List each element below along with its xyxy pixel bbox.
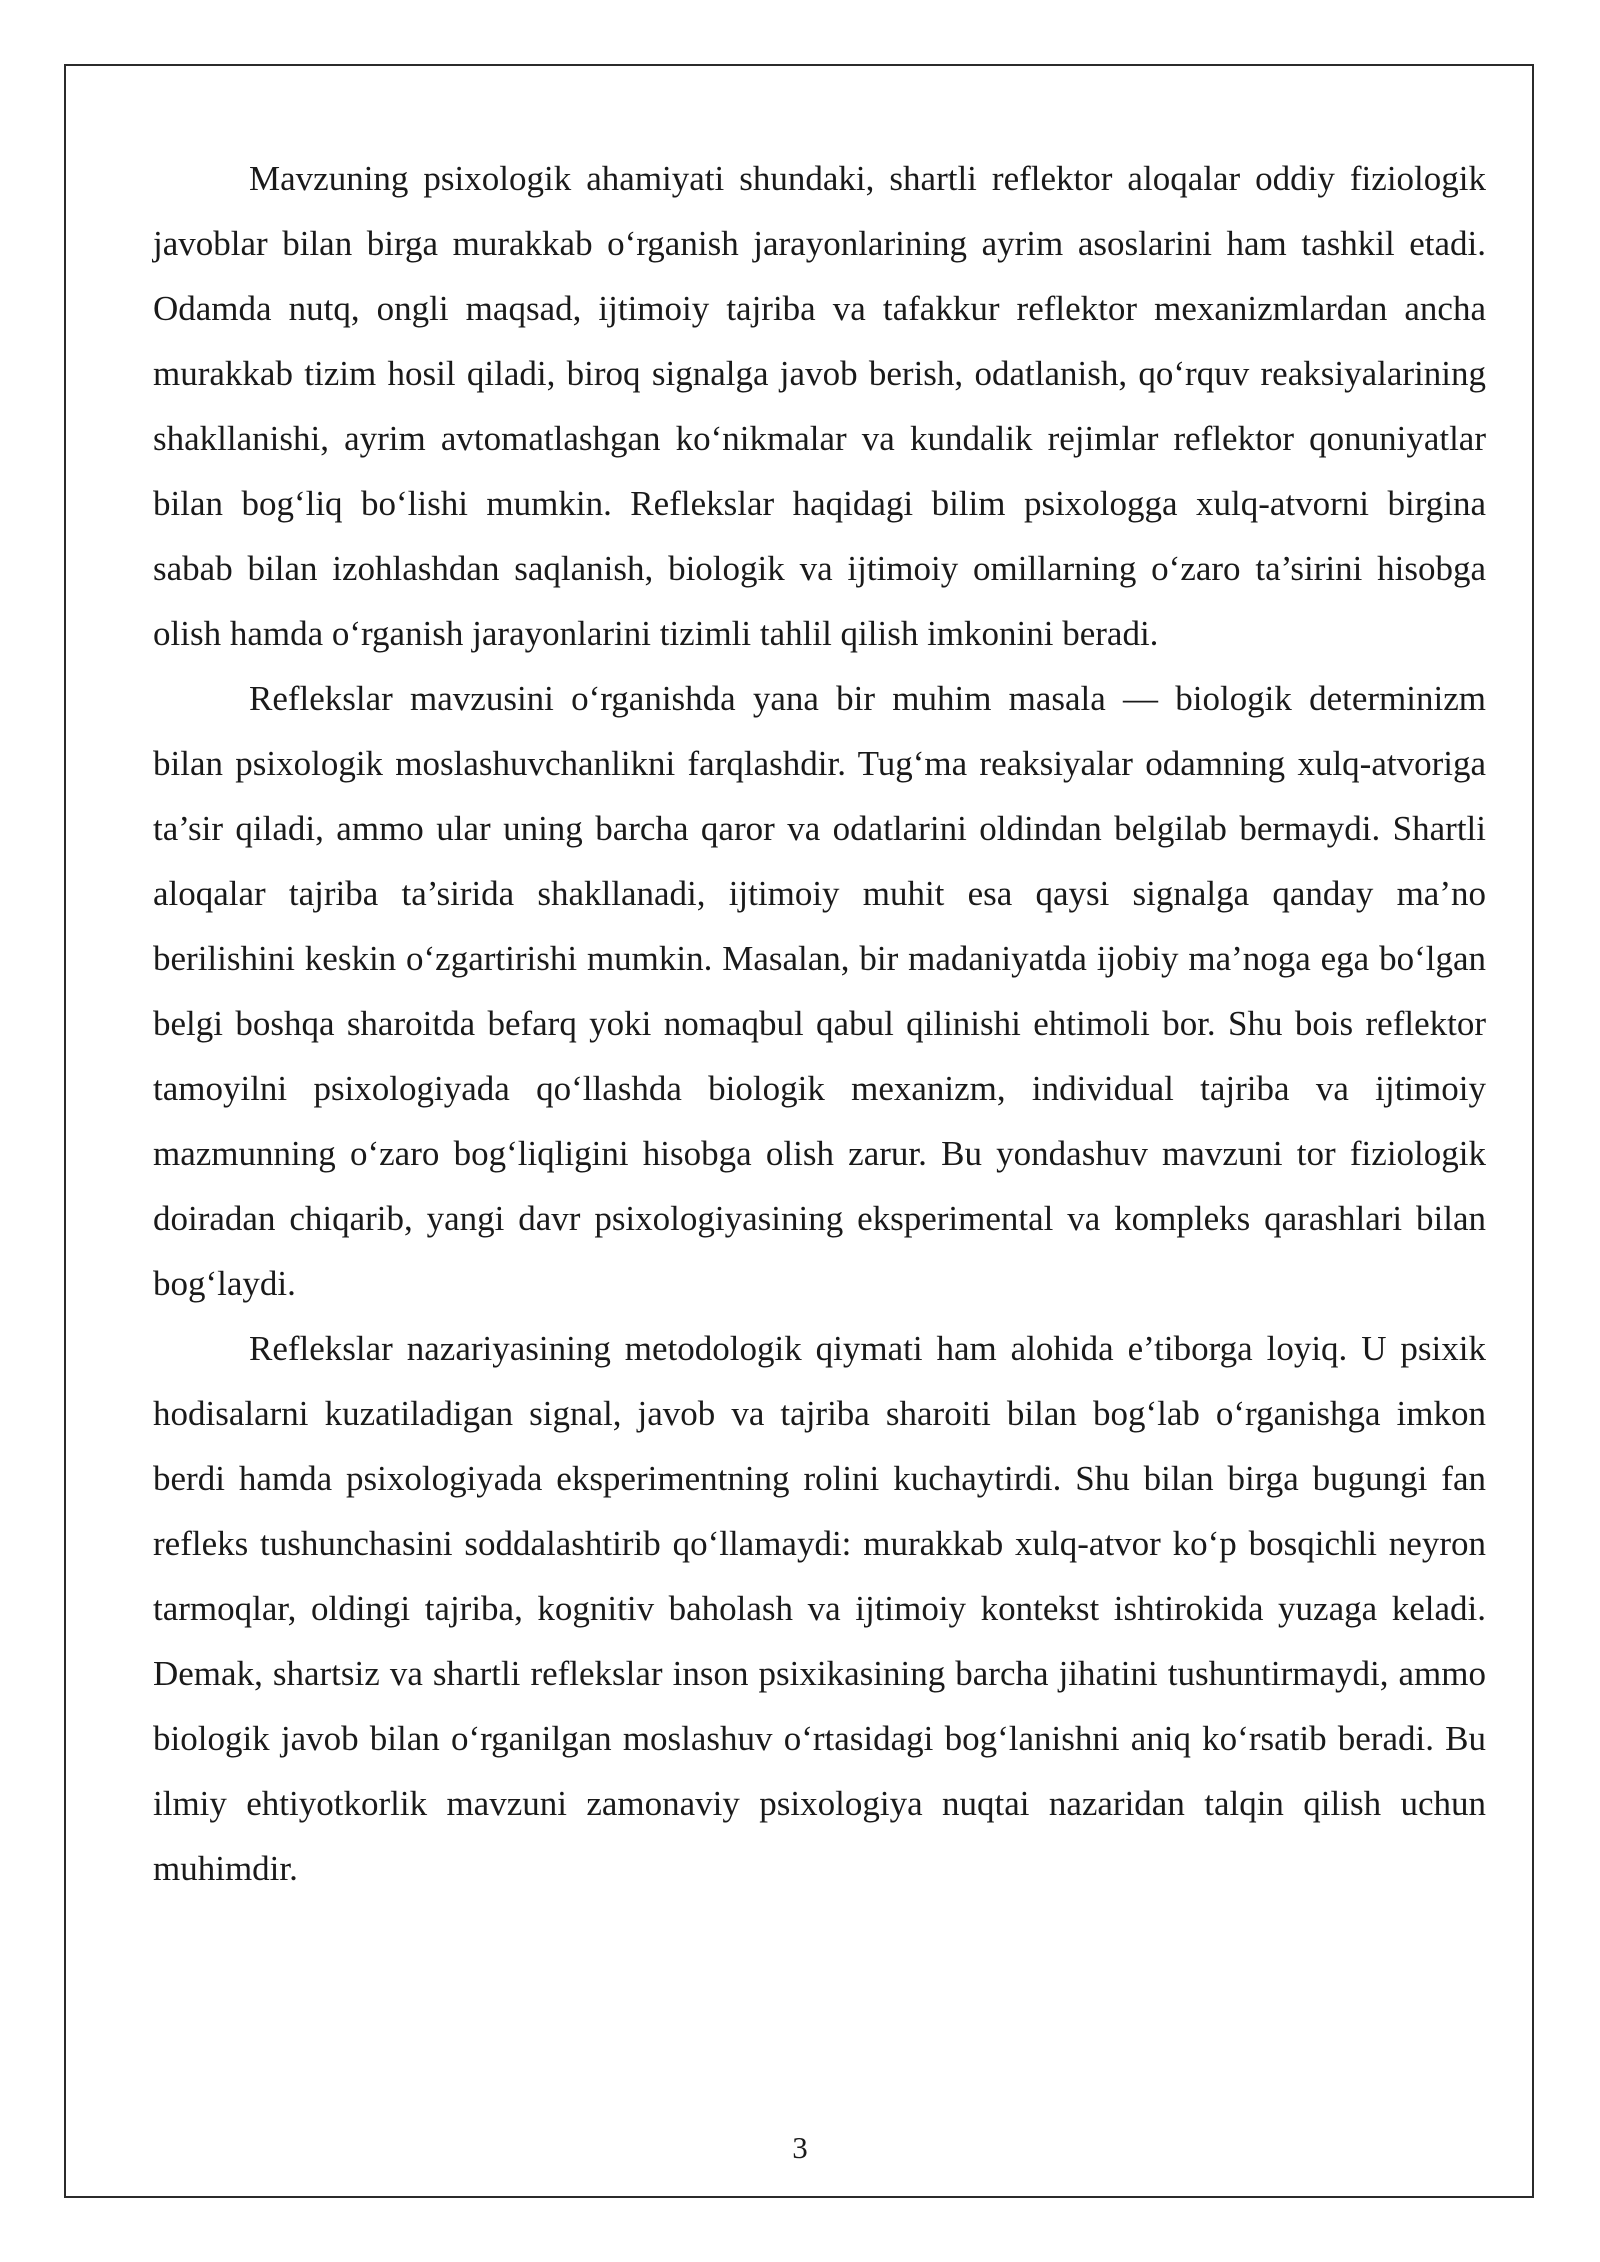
paragraph-2: Reflekslar mavzusini o‘rganishda yana bir muhim masala — biologik determinizm bilan psixologik moslashuvchanlikni farqlashdir. Tug‘ma reaksiyalar odamning xulq-atvoriga ta’sir qiladi, ammo ular uning barcha qaror va odatlarini oldindan belgilab bermaydi. Shartli aloqalar tajriba ta’sirida shakllanadi, ijtimoiy muhit esa qaysi signalga qanday ma’no berilishini keskin o‘zgartirishi mumkin. Masalan, bir madaniyatda ijobiy ma’noga ega bo‘lgan belgi boshqa sharoitda befarq yoki nomaqbul qabul qilinishi ehtimoli bor. Shu bois reflektor tamoyilni psixologiyada qo‘llashda biologik mexanizm, individual tajriba va ijtimoiy mazmunning o‘zaro bog‘liqligini hisobga olish zarur. Bu yondashuv mavzuni tor fiziologik doiradan chiqarib, yangi davr psixologiyasining eksperimental va kompleks qarashlari bilan bog‘laydi. bbox=[153, 679, 1486, 1303]
paragraph-3: Reflekslar nazariyasining metodologik qiymati ham alohida e’tiborga loyiq. U psixik hodisalarni kuzatiladigan signal, javob va tajriba sharoiti bilan bog‘lab o‘rganishga imkon berdi hamda psixologiyada eksperimentning rolini kuchaytirdi. Shu bilan birga bugungi fan refleks tushunchasini soddalashtirib qo‘llamaydi: murakkab xulq-atvor ko‘p bosqichli neyron tarmoqlar, oldingi tajriba, kognitiv baholash va ijtimoiy kontekst ishtirokida yuzaga keladi. Demak, shartsiz va shartli reflekslar inson psixikasining barcha jihatini tushuntirmaydi, ammo biologik javob bilan o‘rganilgan moslashuv o‘rtasidagi bog‘lanishni aniq ko‘rsatib beradi. Bu ilmiy ehtiyotkorlik mavzuni zamonaviy psixologiya nuqtai nazaridan talqin qilish uchun muhimdir. bbox=[153, 1329, 1486, 1888]
document-body bbox=[153, 146, 1486, 1901]
paragraph-1: Mavzuning psixologik ahamiyati shundaki, shartli reflektor aloqalar oddiy fiziologik javoblar bilan birga murakkab o‘rganish jarayonlarining ayrim asoslarini ham tashkil etadi. Odamda nutq, ongli maqsad, ijtimoiy tajriba va tafakkur reflektor mexanizmlardan ancha murakkab tizim hosil qiladi, biroq signalga javob berish, odatlanish, qo‘rquv reaksiyalarining shakllanishi, ayrim avtomatlashgan ko‘nikmalar va kundalik rejimlar reflektor qonuniyatlar bilan bog‘liq bo‘lishi mumkin. Reflekslar haqidagi bilim psixologga xulq-atvorni birgina sabab bilan izohlashdan saqlanish, biologik va ijtimoiy omillarning o‘zaro ta’sirini hisobga olish hamda o‘rganish jarayonlarini tizimli tahlil qilish imkonini beradi. bbox=[153, 159, 1486, 653]
page-number: 3 bbox=[792, 2130, 808, 2165]
